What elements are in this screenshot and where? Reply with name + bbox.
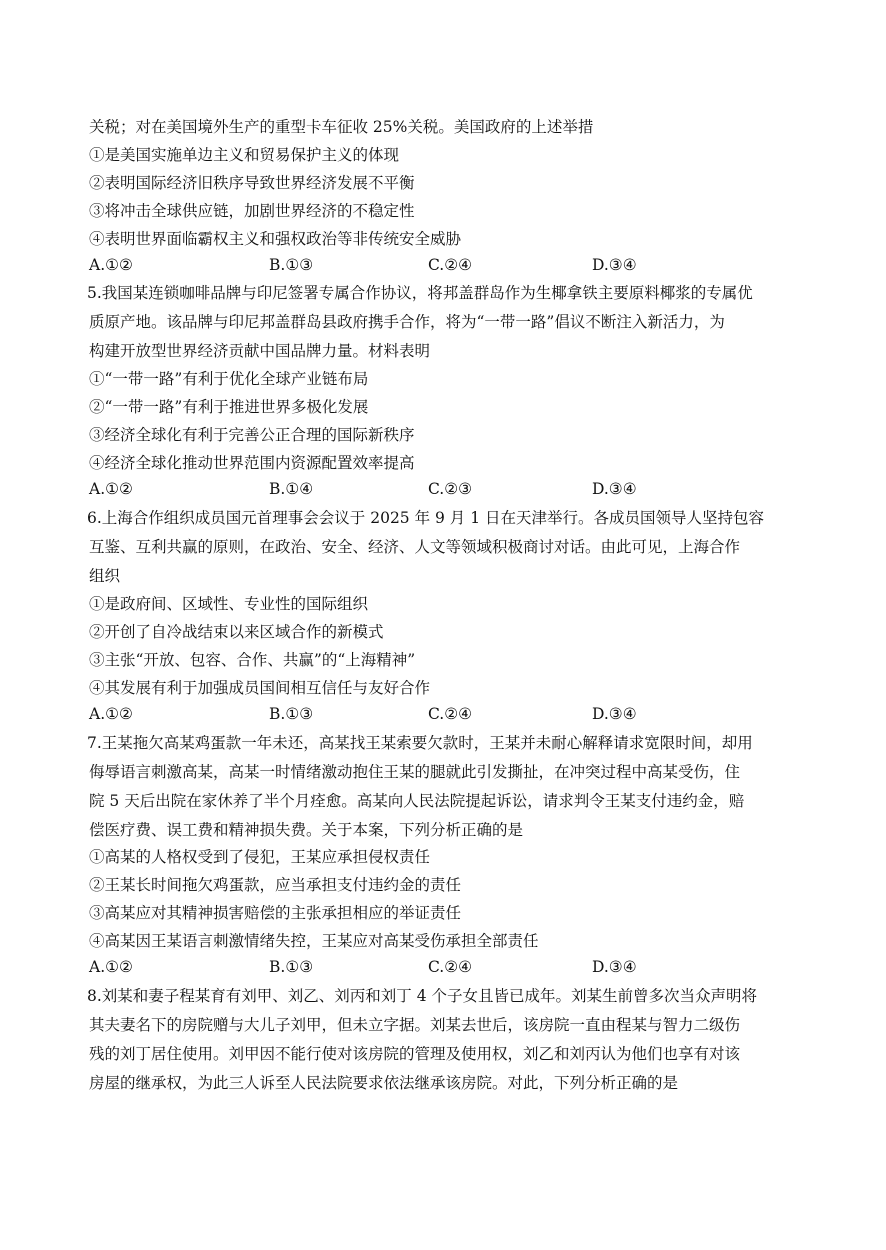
q6-stem-line-1: 6.上海合作组织成员国元首理事会会议于 2025 年 9 月 1 日在天津举行。各成员国领导人坚持包容 [87,509,765,527]
q5-option-3: ③经济全球化有利于完善公正合理的国际新秩序 [89,426,415,444]
q8-stem-line-4: 房屋的继承权，为此三人诉至人民法院要求依法继承该房院。对此，下列分析正确的是 [89,1074,679,1092]
q7-stem-line-4: 偿医疗费、误工费和精神损失费。关于本案，下列分析正确的是 [89,821,524,839]
q4-option-1: ①是美国实施单边主义和贸易保护主义的体现 [89,146,400,164]
q7-choice-a: A.①② [89,958,133,976]
q6-choices [89,704,809,724]
q5-choice-b: B.①④ [269,480,314,498]
q6-option-4: ④其发展有利于加强成员国间相互信任与友好合作 [89,679,431,697]
q8-stem-line-1: 8.刘某和妻子程某育有刘甲、刘乙、刘丙和刘丁 4 个子女且皆已成年。刘某生前曾多次当众声明将 [87,987,758,1005]
q4-option-4: ④表明世界面临霸权主义和强权政治等非传统安全威胁 [89,230,462,248]
q5-option-1: ①“一带一路”有利于优化全球产业链布局 [89,370,369,388]
q6-option-3: ③主张“开放、包容、合作、共赢”的“上海精神” [89,651,416,669]
q6-choice-a: A.①② [89,705,133,723]
q7-choices [89,957,809,977]
q4-stem-line: 关税；对在美国境外生产的重型卡车征收 25%关税。美国政府的上述举措 [89,118,594,136]
q6-choice-d: D.③④ [592,705,637,723]
q4-option-3: ③将冲击全球供应链，加剧世界经济的不稳定性 [89,202,415,220]
q7-option-3: ③高某应对其精神损害赔偿的主张承担相应的举证责任 [89,904,462,922]
q7-choice-c: C.②④ [428,958,473,976]
q6-option-1: ①是政府间、区域性、专业性的国际组织 [89,595,369,613]
q5-choices [89,479,809,499]
q6-choice-b: B.①③ [269,705,314,723]
q7-choice-b: B.①③ [269,958,314,976]
q4-choice-d: D.③④ [592,256,637,274]
q4-choice-b: B.①③ [269,256,314,274]
q4-option-2: ②表明国际经济旧秩序导致世界经济发展不平衡 [89,174,415,192]
q5-stem-line-3: 构建开放型世界经济贡献中国品牌力量。材料表明 [89,342,431,360]
q4-choice-c: C.②④ [428,256,473,274]
q5-choice-c: C.②③ [428,480,473,498]
q7-option-2: ②王某长时间拖欠鸡蛋款，应当承担支付违约金的责任 [89,876,462,894]
q7-stem-line-2: 侮辱语言刺激高某，高某一时情绪激动抱住王某的腿就此引发撕扯，在冲突过程中高某受伤，住 [89,763,741,781]
q6-stem-line-3: 组织 [89,567,121,585]
q7-option-4: ④高某因王某语言刺激情绪失控，王某应对高某受伤承担全部责任 [89,932,539,950]
q5-choice-a: A.①② [89,480,133,498]
q4-choices [89,255,809,275]
q6-choice-c: C.②④ [428,705,473,723]
q5-option-4: ④经济全球化推动世界范围内资源配置效率提高 [89,454,415,472]
q6-option-2: ②开创了自冷战结束以来区域合作的新模式 [89,623,384,641]
q5-stem-line-2: 质原产地。该品牌与印尼邦盖群岛县政府携手合作，将为“一带一路”倡议不断注入新活力，为 [89,313,725,331]
q6-stem-line-2: 互鉴、互利共赢的原则，在政治、安全、经济、人文等领域积极商讨对话。由此可见，上海合作 [89,538,741,556]
q7-option-1: ①高某的人格权受到了侵犯，王某应承担侵权责任 [89,848,431,866]
q5-stem-line-1: 5.我国某连锁咖啡品牌与印尼签署专属合作协议，将邦盖群岛作为生椰拿铁主要原料椰浆的专属优 [87,284,753,302]
q5-option-2: ②“一带一路”有利于推进世界多极化发展 [89,398,369,416]
q7-choice-d: D.③④ [592,958,637,976]
q8-stem-line-3: 残的刘丁居住使用。刘甲因不能行使对该房院的管理及使用权，刘乙和刘丙认为他们也享有对该 [89,1045,741,1063]
q7-stem-line-3: 院 5 天后出院在家休养了半个月痊愈。高某向人民法院提起诉讼，请求判令王某支付违约金，赔 [89,792,745,810]
q7-stem-line-1: 7.王某拖欠高某鸡蛋款一年未还，高某找王某索要欠款时，王某并未耐心解释请求宽限时间，却用 [87,734,753,752]
q4-choice-a: A.①② [89,256,133,274]
q8-stem-line-2: 其夫妻名下的房院赠与大儿子刘甲，但未立字据。刘某去世后，该房院一直由程某与智力二级伤 [89,1016,741,1034]
q5-choice-d: D.③④ [592,480,637,498]
